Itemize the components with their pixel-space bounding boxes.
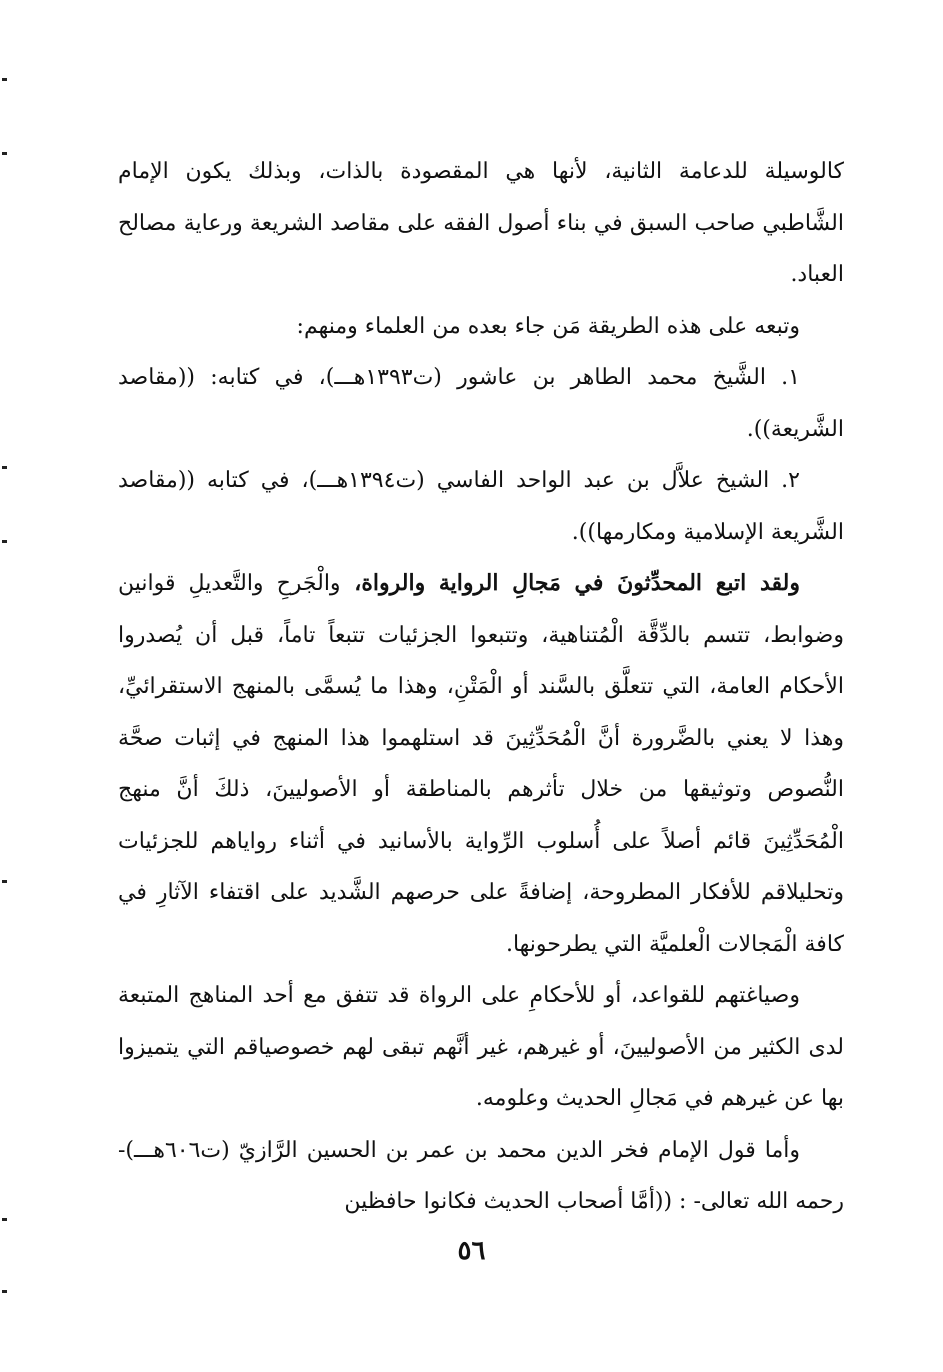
paragraph-text: كالوسيلة للدعامة الثانية، لأنها هي المقصودة بالذات، وبذلك يكون الإمام الشَّاطبي صاحب السبق في بناء أصول الفقه على مقاصد الشريعة ورعاية مصالح العباد. [118, 159, 844, 287]
paragraph [118, 1125, 844, 1228]
paragraph [118, 970, 844, 1125]
paragraph-bold-lead: ولقد اتبع المحدِّثونَ في مَجالِ الرواية والرواة، [340, 570, 800, 596]
list-item [118, 352, 844, 455]
scan-margin-mark [2, 78, 7, 81]
paragraph-text: ١. الشَّيخ محمد الطاهر بن عاشور (ت١٣٩٣هـــ)، في كتابه: ((مقاصد الشَّريعة)). [118, 365, 844, 442]
list-item [118, 455, 844, 558]
scan-margin-mark [2, 1290, 7, 1293]
paragraph-text: وتبعه على هذه الطريقة مَن جاء بعده من العلماء ومنهم: [296, 313, 800, 339]
paragraph-text: ٢. الشيخ علاَّل بن عبد الواحد الفاسي (ت١٣٩٤هـــ)، في كتابه ((مقاصد الشَّريعة الإسلامية ومكارمها)). [118, 468, 844, 545]
paragraph [118, 146, 844, 301]
paragraph-text: والْجَرحِ والتَّعديلِ قوانين وضوابط، تتسم بالدِّقَّة الْمُتناهية، وتتبعوا الجزئيات تتبعاً تاماً، قبل أن يُصدروا الأحكام العامة، التي تتعلَّق بالسَّند أو الْمَتْنِ، وهذا ما يُسمَّى بالمنهج الاستقرائيِّ، وهذا لا يعني بالضَّرورة أنَّ الْمُحَدِّثِينَ قد استلهموا هذا المنهج في إثبات صحَّة النُّصوص وتوثيقها من خلال تأثرهم بالمناطقة أو الأصوليينَ، ذلكَ أنَّ منهج الْمُحَدِّثِينَ قائم أصلاً على أُسلوب الرِّواية بالأسانيد في أثناء رواياهم للجزئيات وتحليلاقم للأفكار المطروحة، إضافةً على حرصهم الشَّديد على اقتفاء الآثارِ في كافة الْمَجالات الْعلميَّة التي يطرحونها. [118, 571, 844, 957]
paragraph-text: وصياغتهم للقواعد، أو للأحكامِ على الرواة قد تتفق مع أحد المناهج المتبعة لدى الكثير من الأصوليينَ، أو غيرهم، غير أنَّهم تبقى لهم خصوصياقم التي يتميزوا بها عن غيرهم في مَجالِ الحديث وعلومه. [118, 983, 844, 1111]
page-number: ٥٦ [457, 1236, 486, 1266]
scan-margin-mark [2, 1218, 7, 1221]
scan-margin-mark [2, 152, 7, 155]
paragraph-text: وأما قول الإمام فخر الدين محمد بن عمر بن الحسين الرَّازيّ (ت٦٠٦هـــ)- رحمه الله تعالى- : ((أمَّا أصحاب الحديث فكانوا حافظين [118, 1137, 844, 1214]
scan-margin-mark [2, 880, 7, 883]
scan-margin-mark [2, 540, 7, 543]
scan-margin-mark [2, 466, 7, 469]
paragraph [118, 301, 844, 353]
body-text [118, 146, 844, 1228]
paragraph [118, 558, 844, 970]
